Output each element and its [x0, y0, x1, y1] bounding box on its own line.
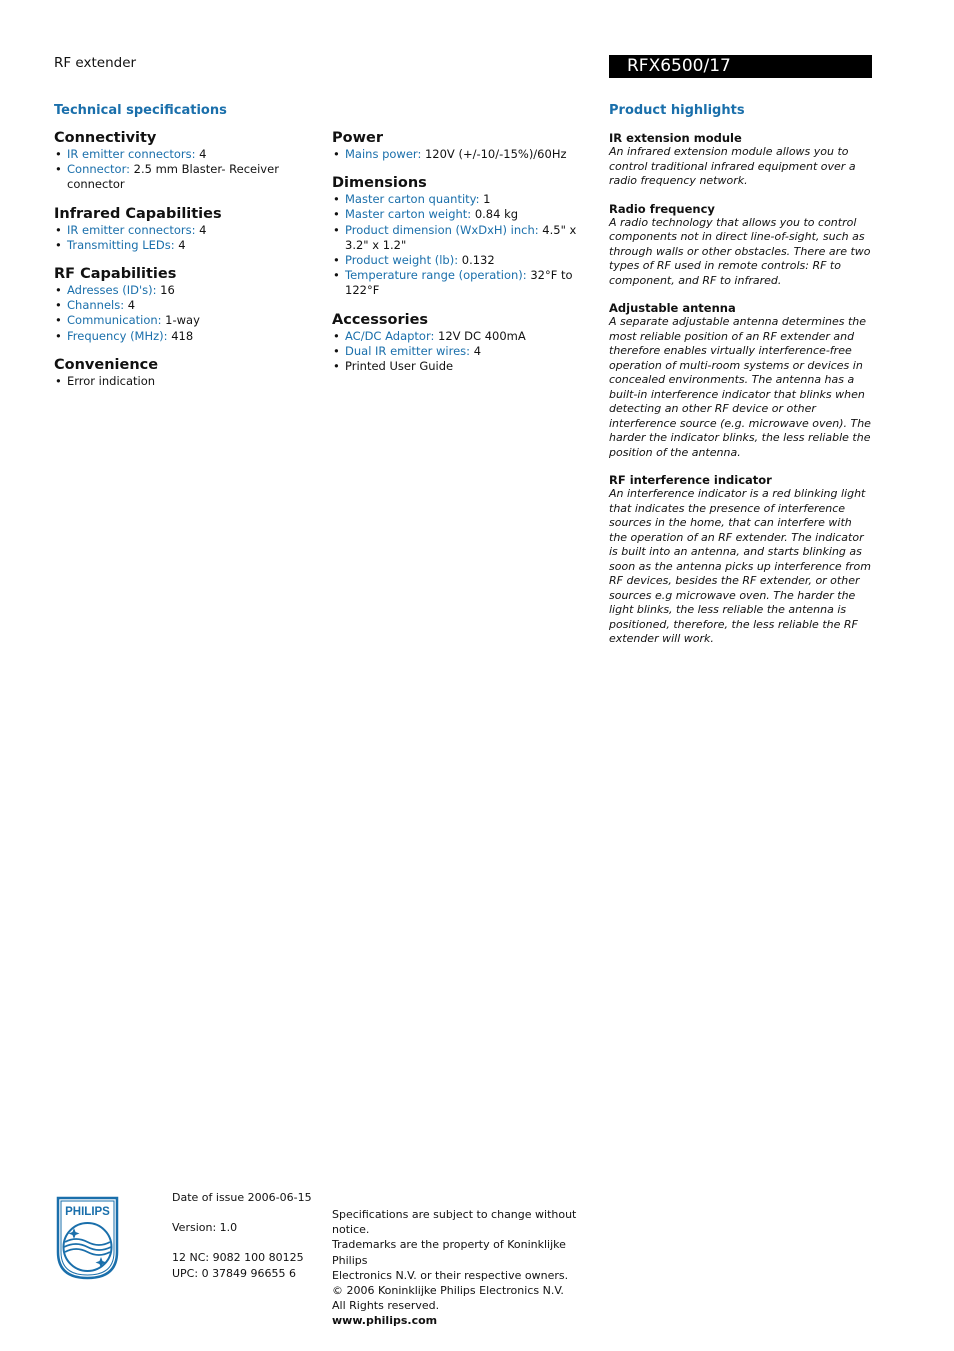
spec-list — [54, 374, 324, 389]
spec-key: Product dimension (WxDxH) inch: — [345, 222, 539, 237]
spec-list — [54, 147, 324, 193]
spec-value: 16 — [160, 283, 175, 298]
spec-section — [54, 130, 324, 193]
philips-logo — [56, 1196, 119, 1280]
highlights-column — [609, 131, 873, 660]
spec-section-title: Convenience — [54, 356, 159, 373]
spec-key: Master carton quantity: — [345, 192, 480, 207]
legal-line: Specifications are subject to change without notice. — [332, 1208, 577, 1237]
issue-date: Date of issue 2006-06-15 — [172, 1191, 312, 1204]
highlight-title: IR extension module — [609, 131, 742, 145]
spec-item — [54, 162, 324, 192]
spec-value: 418 — [171, 328, 194, 343]
spec-section — [332, 312, 594, 375]
spec-section-title: Dimensions — [332, 175, 427, 192]
spec-item — [54, 298, 324, 313]
spec-value: 4 — [199, 147, 207, 161]
spec-section-title: RF Capabilities — [54, 266, 177, 283]
highlight-text: An interference indicator is a red blinking light that indicates the presence of interference sources in the home, that can interfere with the operation of an RF extender. The indicator is built into an antenna, and starts blinking as soon as the antenna picks up interference from RF devices, besides the RF extender, or other sources e.g microwave oven. The harder the light blinks, the less reliable the antenna is positioned, therefore, the less reliable the RF extender will work. — [609, 487, 871, 645]
spec-section-title: Infrared Capabilities — [54, 205, 222, 222]
spec-value: 0.84 kg — [474, 207, 519, 222]
spec-item — [54, 238, 324, 253]
spec-key: AC/DC Adaptor: — [345, 328, 435, 343]
specs-column-2 — [332, 130, 594, 387]
spec-item — [332, 192, 594, 207]
tech-specs-heading: Technical specifications — [54, 103, 227, 118]
highlight-text: A radio technology that allows you to control components not in direct line-of-sight, such as through walls or other obstacles. There are two types of RF used in remote controls: RF to component, and RF to infrared. — [609, 215, 871, 287]
spec-list — [332, 192, 594, 298]
spec-value: 32°F to 122°F — [345, 268, 573, 298]
spec-value: 1-way — [165, 313, 200, 328]
model-number-bar: RFX6500/17 — [609, 55, 872, 78]
spec-key: Communication: — [67, 313, 162, 328]
highlight-item — [609, 131, 873, 189]
highlight-title: RF interference indicator — [609, 473, 772, 487]
spec-value: 1 — [483, 192, 491, 207]
spec-value: 4 — [178, 237, 186, 252]
spec-key: IR emitter connectors: — [67, 222, 196, 237]
spec-value: Error indication — [67, 373, 156, 388]
spec-item — [54, 147, 324, 162]
spec-item — [332, 344, 594, 359]
spec-section-title: Accessories — [332, 311, 429, 328]
issue-info — [172, 1190, 322, 1281]
spec-key: Temperature range (operation): — [345, 268, 527, 283]
spec-key: Dual IR emitter wires: — [345, 343, 471, 358]
highlight-text: An infrared extension module allows you to control traditional infrared equipment over a radio frequency network. — [609, 145, 856, 187]
spec-value: 4 — [127, 298, 136, 313]
spec-value: 4 — [473, 343, 482, 358]
spec-key: Transmitting LEDs: — [67, 237, 175, 252]
spec-section — [332, 175, 594, 298]
spec-item — [54, 313, 324, 328]
product-highlights-heading: Product highlights — [609, 103, 745, 118]
spec-item — [332, 359, 594, 374]
legal-notice — [332, 1207, 602, 1329]
highlight-item — [609, 301, 873, 460]
highlight-text: A separate adjustable antenna determines the most reliable position of an RF extender and therefore enables virtually interference-free operation of multi-room systems or devices in concealed environments. The antenna has a built-in interference indicator that blinks when detecting an other RF device or other interference source (e.g. microwave oven). The harder the indicator blinks, the less reliable the position of the antenna. — [609, 315, 871, 459]
spec-list — [54, 223, 324, 253]
spec-key: Adresses (ID's): — [67, 283, 157, 298]
spec-item — [332, 329, 594, 344]
spec-item — [54, 283, 324, 298]
spec-value: 120V (+/-10/-15%)/60Hz — [424, 147, 567, 161]
website-link[interactable]: www.philips.com — [332, 1314, 438, 1328]
spec-item — [332, 253, 594, 268]
highlight-title: Adjustable antenna — [609, 301, 736, 315]
spec-key: Product weight (lb): — [345, 253, 459, 268]
spec-item — [54, 223, 324, 238]
spec-value: Printed User Guide — [345, 359, 454, 374]
spec-value: 12V DC 400mA — [438, 328, 526, 343]
version: Version: 1.0 — [172, 1221, 238, 1235]
spec-item — [332, 147, 594, 162]
spec-section — [54, 357, 324, 389]
spec-list — [54, 283, 324, 344]
specs-column-1 — [54, 130, 324, 402]
spec-value: 2.5 mm Blaster- Receiver connector — [67, 162, 279, 192]
spec-key: Frequency (MHz): — [67, 328, 168, 343]
spec-key: Channels: — [67, 298, 125, 313]
highlight-item — [609, 202, 873, 289]
spec-list — [332, 329, 594, 375]
spec-section — [54, 266, 324, 344]
legal-line: Electronics N.V. or their respective owners. — [332, 1268, 569, 1282]
spec-item — [332, 268, 594, 298]
spec-section-title: Connectivity — [54, 130, 157, 146]
upc-number: UPC: 0 37849 96655 6 — [172, 1266, 297, 1280]
spec-key: Connector: — [67, 162, 130, 177]
spec-value: 4.5" x 3.2" x 1.2" — [345, 222, 577, 252]
spec-item — [54, 329, 324, 344]
spec-item — [332, 207, 594, 222]
spec-item — [54, 374, 324, 389]
product-category: RF extender — [54, 55, 137, 71]
spec-item — [332, 223, 594, 253]
highlight-item — [609, 473, 873, 647]
spec-section — [54, 206, 324, 253]
spec-section — [332, 130, 594, 162]
legal-line: Trademarks are the property of Koninklijke Philips — [332, 1238, 566, 1267]
legal-line: © 2006 Koninklijke Philips Electronics N.V. — [332, 1284, 564, 1298]
spec-key: IR emitter connectors: — [67, 147, 196, 161]
spec-value: 0.132 — [461, 253, 495, 268]
nc-number: 12 NC: 9082 100 80125 — [172, 1251, 304, 1265]
spec-section-title: Power — [332, 130, 383, 146]
logo-wordmark: PHILIPS — [65, 1206, 110, 1218]
legal-line: All Rights reserved. — [332, 1299, 440, 1313]
spec-key: Master carton weight: — [345, 207, 472, 222]
spec-value: 4 — [199, 222, 207, 237]
highlight-title: Radio frequency — [609, 201, 715, 216]
spec-list — [332, 147, 594, 162]
philips-shield-icon — [56, 1196, 119, 1280]
spec-key: Mains power: — [345, 147, 422, 161]
